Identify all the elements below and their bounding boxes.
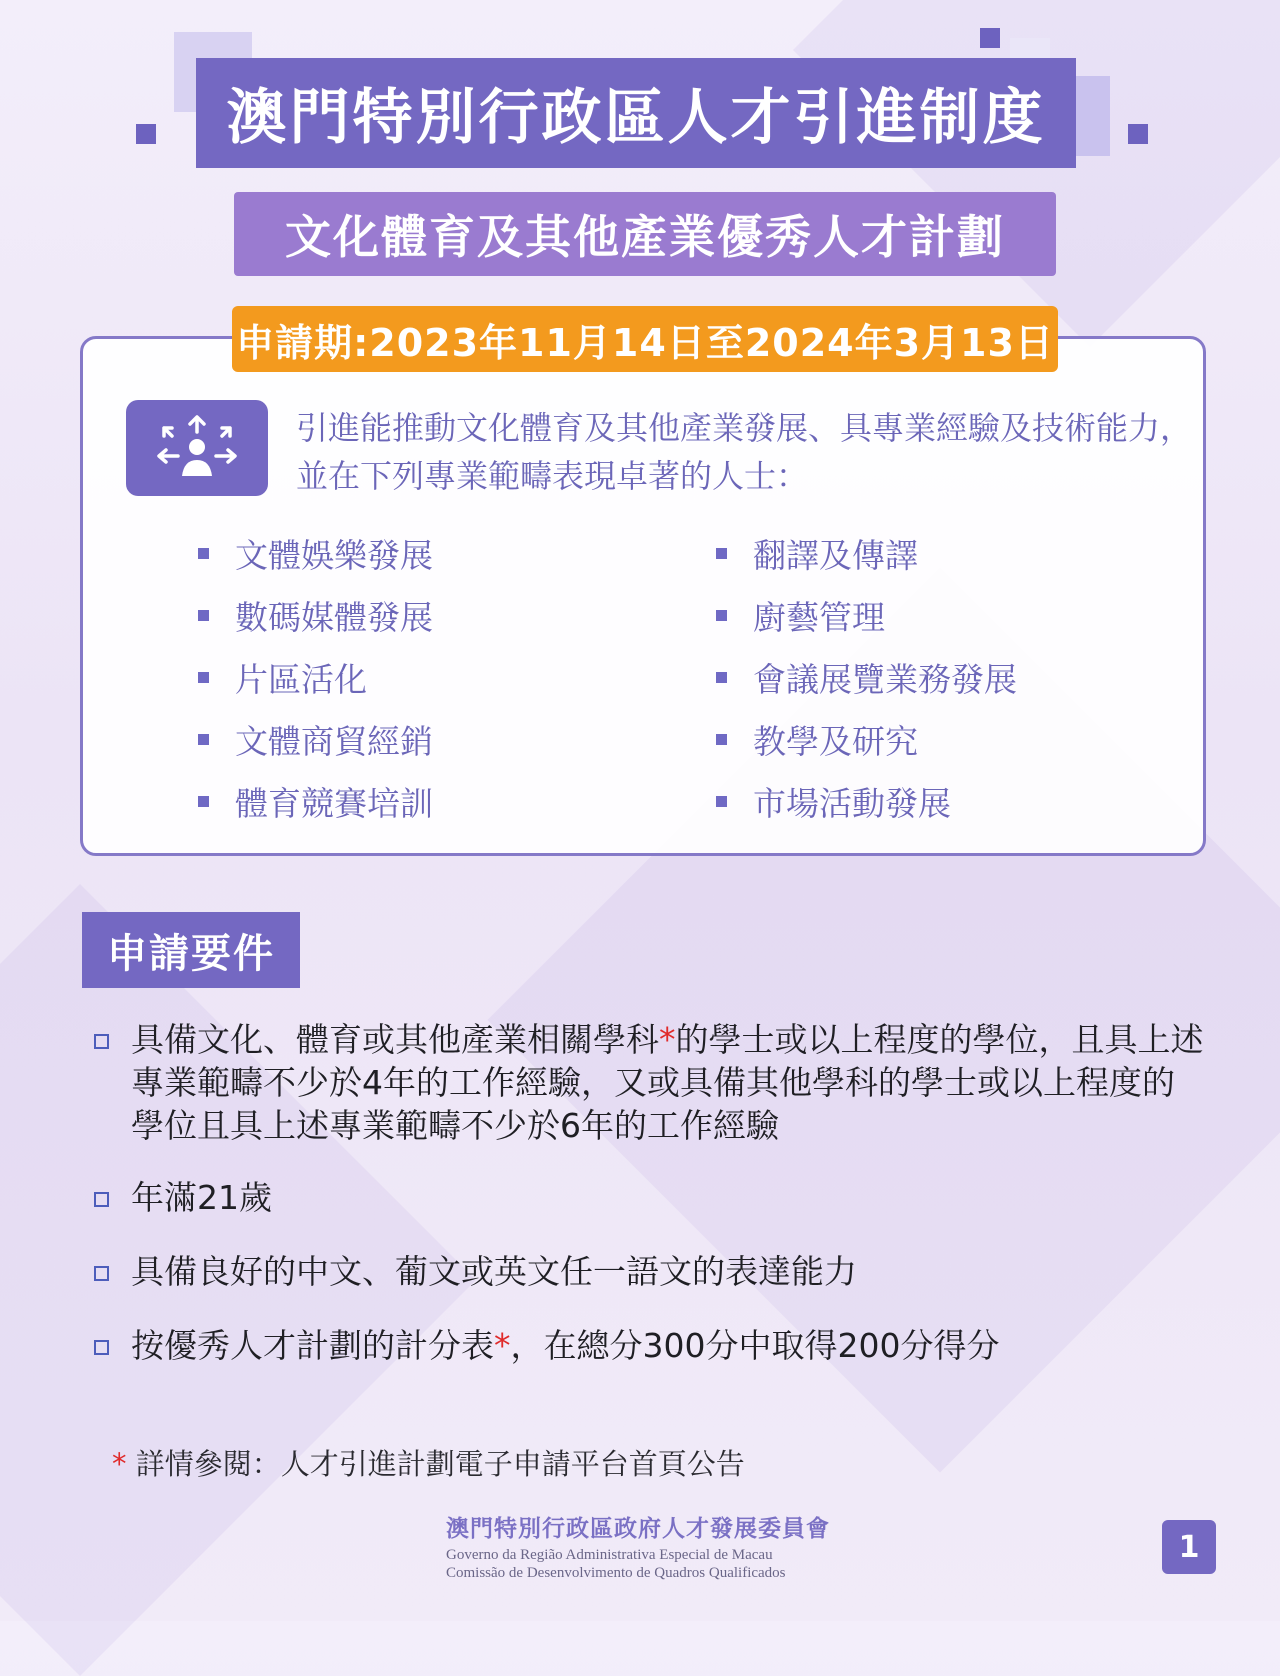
footnote-star: * — [112, 1447, 127, 1481]
square-bullet-icon — [198, 672, 209, 683]
requirement-item — [94, 1324, 1204, 1367]
field-label: 會議展覽業務發展 — [753, 659, 1017, 699]
footnote-star: * — [659, 1020, 676, 1059]
checkbox-square-icon — [94, 1266, 109, 1281]
field-list-left — [198, 522, 433, 832]
program-subtitle — [234, 192, 1056, 276]
checkbox-square-icon — [94, 1034, 109, 1049]
requirement-item — [94, 1018, 1204, 1147]
requirement-text-part: 的學士或以上程度的學位，且具上述專業範疇不少於4年的工作經驗，又或具備其他學科的學士或以上程度的學位且具上述專業範疇不少於6年的工作經驗 — [131, 1020, 1204, 1145]
requirement-text-part: 按優秀人才計劃的計分表 — [131, 1326, 494, 1365]
footer-org-line: Comissão de Desenvolvimento de Quadros Qualificados — [446, 1565, 786, 1581]
requirements-heading — [82, 912, 300, 988]
intro-text: 引進能推動文化體育及其他產業發展、具專業經驗及技術能力，並在下列專業範疇表現卓著的人士： — [296, 409, 1193, 495]
requirements-heading-text: 申請要件 — [107, 930, 275, 977]
footer-org-name-pt — [446, 1546, 786, 1582]
page-number-badge: 1 — [1162, 1520, 1216, 1574]
decor-square — [136, 124, 156, 144]
requirement-text-part: ，在總分300分中取得200分得分 — [510, 1326, 1000, 1365]
field-label: 廚藝管理 — [753, 597, 885, 637]
list-item — [198, 646, 433, 708]
square-bullet-icon — [716, 610, 727, 621]
list-item — [716, 708, 1017, 770]
list-item — [198, 522, 433, 584]
square-bullet-icon — [716, 548, 727, 559]
requirement-text-part: 年滿21歲 — [131, 1178, 272, 1217]
field-label: 數碼媒體發展 — [235, 597, 433, 637]
requirement-item — [94, 1176, 1204, 1219]
decor-square — [980, 28, 1000, 48]
field-label: 文體商貿經銷 — [235, 721, 433, 761]
list-item — [716, 584, 1017, 646]
requirement-text-part: 具備良好的中文、葡文或英文任一語文的表達能力 — [131, 1252, 857, 1291]
square-bullet-icon — [198, 610, 209, 621]
list-item — [716, 522, 1017, 584]
requirement-text — [131, 1018, 1204, 1147]
square-bullet-icon — [198, 796, 209, 807]
field-label: 教學及研究 — [753, 721, 918, 761]
list-item — [198, 770, 433, 832]
field-list-right — [716, 522, 1017, 832]
decor-square — [1128, 124, 1148, 144]
footnote-star: * — [494, 1326, 511, 1365]
application-period-badge — [232, 306, 1058, 372]
requirement-text — [131, 1324, 999, 1367]
requirement-text — [131, 1250, 857, 1293]
checkbox-square-icon — [94, 1340, 109, 1355]
field-label: 體育競賽培訓 — [235, 783, 433, 823]
requirement-text — [131, 1176, 272, 1219]
footnote-text: 詳情參閱：人才引進計劃電子申請平台首頁公告 — [135, 1447, 745, 1481]
requirement-text-part: 具備文化、體育或其他產業相關學科 — [131, 1020, 659, 1059]
square-bullet-icon — [716, 672, 727, 683]
footnote — [112, 1442, 745, 1483]
square-bullet-icon — [716, 796, 727, 807]
list-item — [198, 708, 433, 770]
list-item — [198, 584, 433, 646]
page-title — [196, 58, 1076, 168]
list-item — [716, 770, 1017, 832]
list-item — [716, 646, 1017, 708]
square-bullet-icon — [198, 734, 209, 745]
field-label: 翻譯及傳譯 — [753, 535, 918, 575]
footer-org-name-cn: 澳門特別行政區政府人才發展委員會 — [446, 1516, 830, 1542]
program-subtitle-text: 文化體育及其他產業優秀人才計劃 — [285, 210, 1005, 264]
requirement-item — [94, 1250, 1204, 1293]
square-bullet-icon — [198, 548, 209, 559]
people-arrows-icon — [126, 400, 268, 496]
field-label: 市場活動發展 — [753, 783, 951, 823]
checkbox-square-icon — [94, 1192, 109, 1207]
field-label: 文體娛樂發展 — [235, 535, 433, 575]
footer-org-line: Governo da Região Administrativa Especial de Macau — [446, 1547, 773, 1563]
application-period-text: 申請期:2023年11月14日至2024年3月13日 — [236, 320, 1054, 365]
field-label: 片區活化 — [235, 659, 367, 699]
square-bullet-icon — [716, 734, 727, 745]
page-title-text: 澳門特別行政區人才引進制度 — [226, 83, 1046, 153]
